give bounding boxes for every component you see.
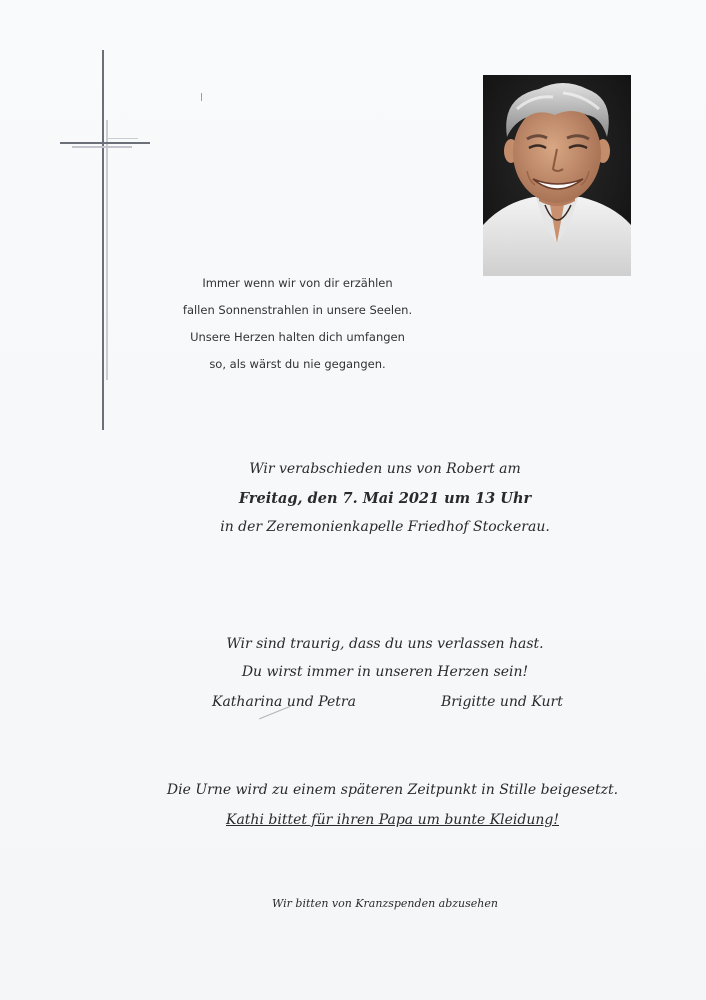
wreath-note: Wir bitten von Kranzspenden abzusehen <box>272 897 498 910</box>
cross-shadow-accent <box>108 138 138 139</box>
farewell-location: in der Zeremonienkapelle Friedhof Stockerau. <box>220 519 550 535</box>
portrait-photo-image <box>483 75 631 276</box>
poem-line: Unsere Herzen halten dich umfangen <box>190 330 405 344</box>
mourning-line-2: Du wirst immer in unseren Herzen sein! <box>241 664 529 680</box>
poem-line: fallen Sonnenstrahlen in unsere Seelen. <box>182 303 413 317</box>
farewell-date: Freitag, den 7. Mai 2021 um 13 Uhr <box>238 490 532 507</box>
farewell-announcement <box>150 455 620 542</box>
cross-horizontal-bar <box>60 142 150 144</box>
poem-line: so, als wärst du nie gegangen. <box>209 357 386 371</box>
mourning-line-1: Wir sind traurig, dass du uns verlassen hast. <box>226 636 544 652</box>
signer-left: Katharina und Petra <box>212 694 356 710</box>
paper-mark <box>201 93 202 101</box>
poem-line: Immer wenn wir von dir erzählen <box>202 276 393 290</box>
farewell-line-1: Wir verabschieden uns von Robert am <box>249 461 521 477</box>
mourning-message <box>150 630 620 686</box>
urn-line: Die Urne wird zu einem späteren Zeitpunkt in Stille beigesetzt. <box>166 782 619 798</box>
clothing-request: Kathi bittet für ihren Papa um bunte Kleidung! <box>226 812 559 828</box>
poem <box>150 270 445 378</box>
cross-shadow-vertical <box>106 120 108 380</box>
urn-notice <box>150 775 635 835</box>
portrait-photo <box>483 75 631 276</box>
cross-vertical-bar <box>102 50 104 430</box>
cross-shadow-horizontal <box>72 146 132 148</box>
signer-right: Brigitte und Kurt <box>441 694 563 710</box>
